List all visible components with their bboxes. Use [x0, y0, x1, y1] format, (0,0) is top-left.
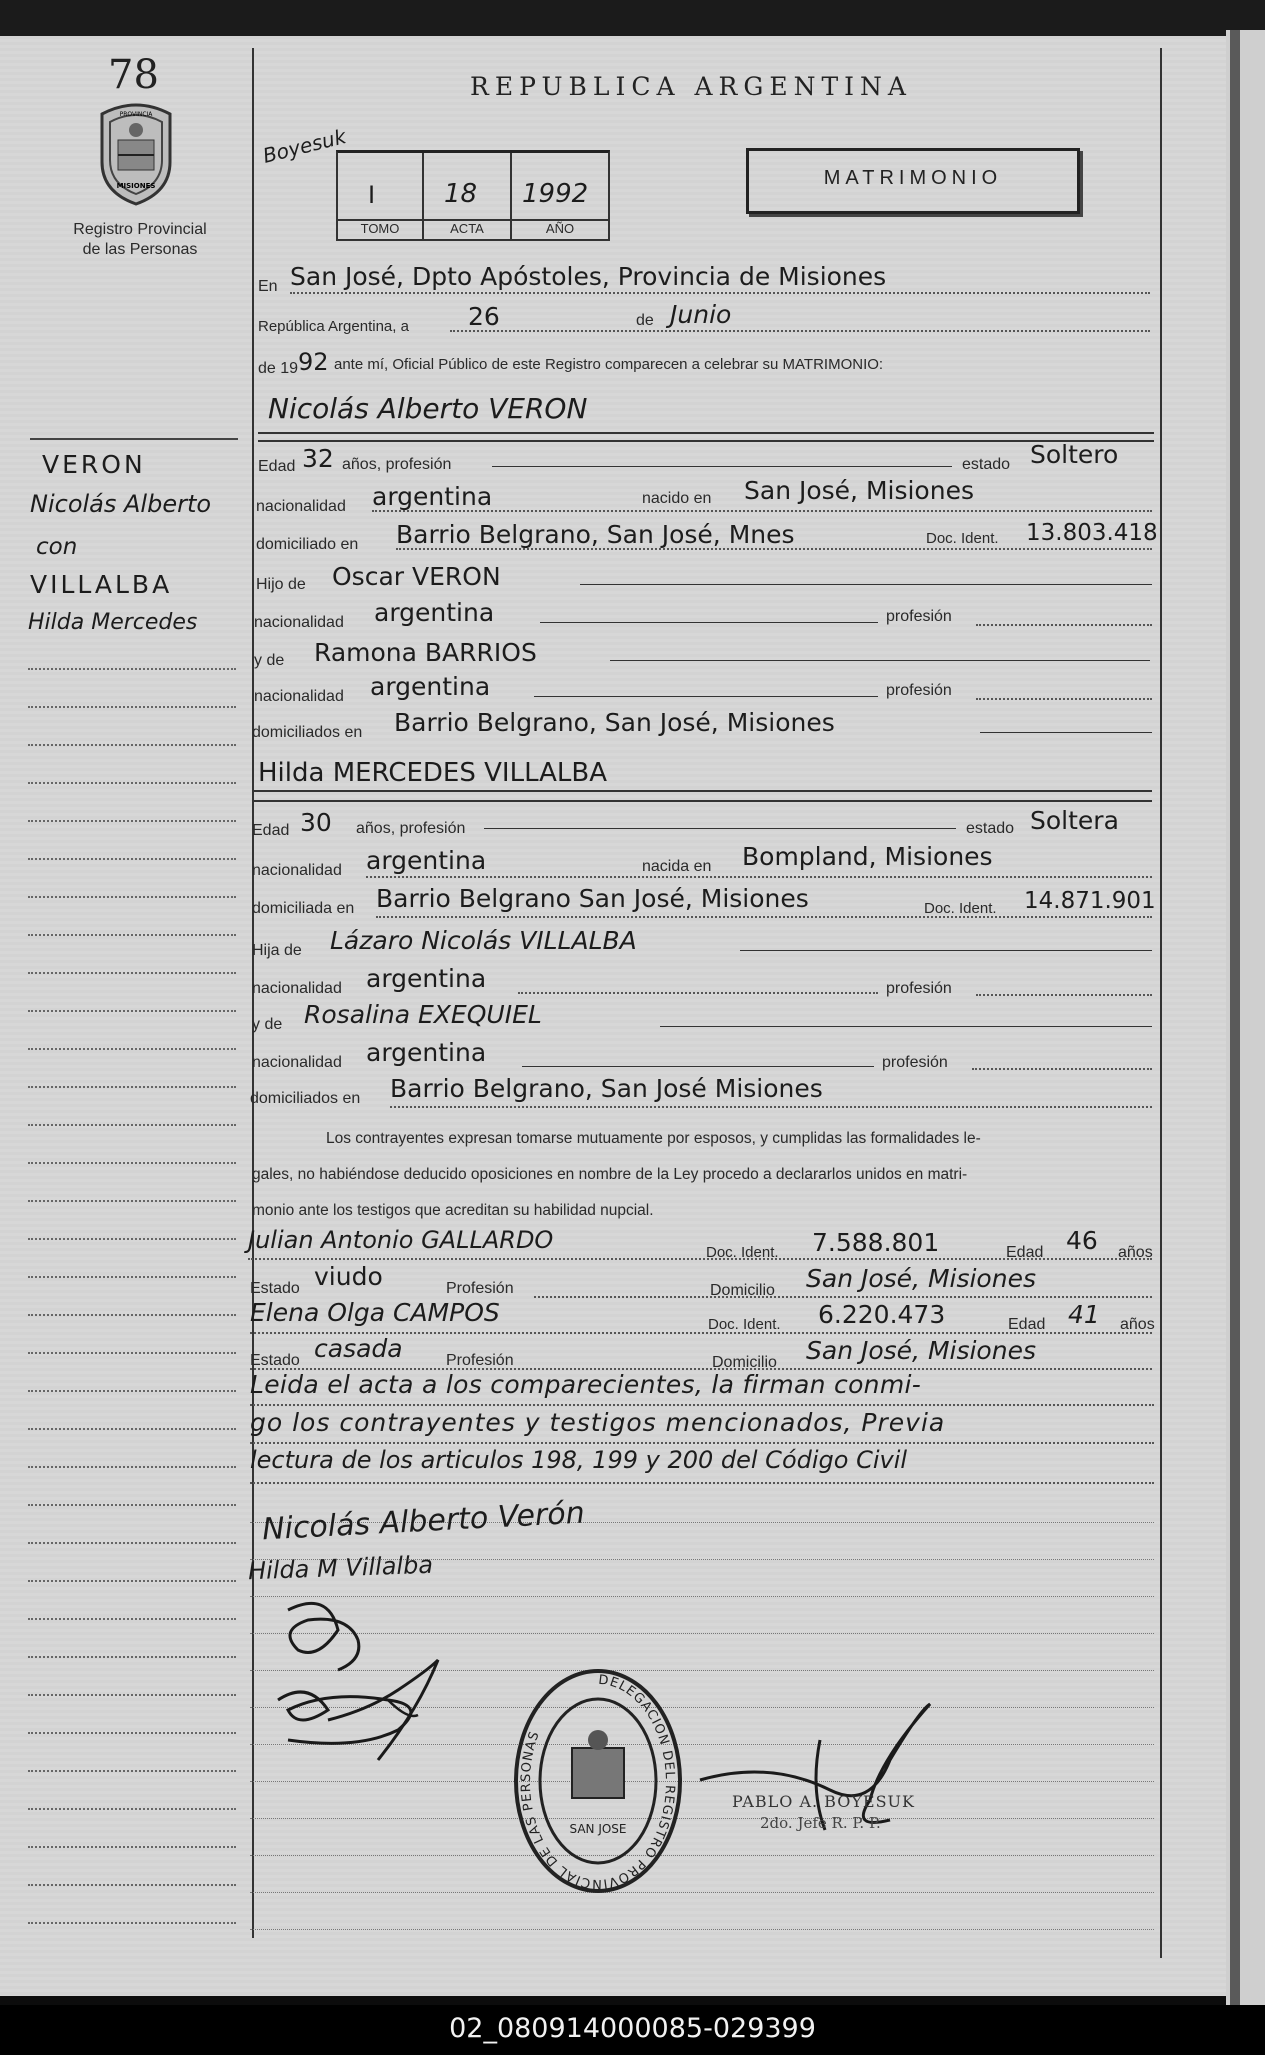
registry-line-2: de las Personas — [82, 241, 198, 258]
margin-ruled-line — [28, 668, 236, 670]
official-name: PABLO A. BOYESUK — [732, 1792, 915, 1811]
bride-hija-label: Hija de — [252, 942, 302, 959]
acta-cell — [424, 153, 512, 239]
witness-2-domicilio-label: Domicilio — [712, 1354, 777, 1371]
bride-estado-label: estado — [966, 820, 1015, 837]
groom-nacionalidad-label: nacionalidad — [256, 498, 346, 515]
margin-ruled-line — [28, 1542, 236, 1544]
groom-estado-label: estado — [962, 456, 1011, 473]
bride-mother-profesion-label: profesión — [882, 1054, 948, 1071]
scan-top-edge — [0, 0, 1265, 36]
closing-line-3: lectura de los articulos 198, 199 y 200 del Código Civil — [250, 1446, 908, 1474]
margin-ruled-line — [28, 1200, 236, 1202]
bride-parents-domicilio: Barrio Belgrano, San José Misiones — [390, 1074, 823, 1103]
margin-ruled-line — [28, 934, 236, 936]
bride-mother-nacionalidad-label: nacionalidad — [252, 1054, 342, 1071]
acta-value: 18 — [444, 179, 478, 209]
body-ruled-line — [250, 1855, 1154, 1856]
groom-father: Oscar VERON — [332, 562, 501, 591]
body-ruled-line — [250, 1929, 1154, 1930]
groom-nacionalidad: argentina — [372, 482, 493, 511]
witness-2-estado: casada — [314, 1334, 403, 1363]
bride-estado: Soltera — [1030, 806, 1119, 835]
year-suffix: 92 — [298, 348, 329, 376]
svg-text:PROVINCIA: PROVINCIA — [119, 111, 153, 118]
margin-note-names: Nicolás Alberto — [30, 490, 212, 518]
year-prefix: de 19 — [258, 360, 299, 377]
act-type-box — [746, 148, 1080, 214]
bride-father: Lázaro Nicolás VILLALBA — [330, 926, 637, 955]
binding-edge — [1226, 30, 1265, 2005]
bride-doc-label: Doc. Ident. — [924, 900, 997, 917]
groom-hijo-label: Hijo de — [256, 576, 306, 593]
registry-seal-icon — [512, 1668, 684, 1894]
bride-father-nacionalidad: argentina — [366, 964, 487, 993]
registry-line-1: Registro Provincial — [73, 221, 207, 238]
witness-signatures-icon — [268, 1590, 508, 1790]
page-number: 78 — [108, 52, 159, 98]
margin-ruled-line — [28, 1352, 236, 1354]
registry-name — [40, 220, 240, 260]
intro-statement: ante mí, Oficial Público de este Registro comparecen a celebrar su MATRIMONIO: — [334, 356, 884, 373]
witness-1-anos-label: años — [1118, 1244, 1153, 1261]
groom-parents-domicilio: Barrio Belgrano, San José, Misiones — [394, 708, 835, 737]
groom-father-nacionalidad: argentina — [374, 598, 495, 627]
svg-text:SAN JOSE: SAN JOSE — [569, 1822, 627, 1836]
margin-ruled-line — [28, 1162, 236, 1164]
witness-2-anos-label: años — [1120, 1316, 1155, 1333]
witness-1-doc: 7.588.801 — [812, 1228, 940, 1257]
margin-ruled-line — [28, 1656, 236, 1658]
bride-father-profesion-label: profesión — [886, 980, 952, 997]
witness-1-estado-label: Estado — [250, 1280, 300, 1297]
place: San José, Dpto Apóstoles, Provincia de Misiones — [290, 262, 887, 291]
groom-mother-nacionalidad-label: nacionalidad — [254, 688, 344, 705]
margin-ruled-line — [28, 896, 236, 898]
witness-2-profesion-label: Profesión — [446, 1352, 514, 1369]
declaration-line-1: Los contrayentes expresan tomarse mutuamente por esposos, y cumplidas las formalidades le- — [326, 1130, 981, 1147]
groom-doc-label: Doc. Ident. — [926, 530, 999, 547]
groom-domicilio: Barrio Belgrano, San José, Mnes — [396, 520, 795, 549]
bride-nacida-label: nacida en — [642, 858, 712, 875]
groom-edad-label: Edad — [258, 458, 296, 475]
de-label: de — [636, 312, 654, 329]
groom-father-nacionalidad-label: nacionalidad — [254, 614, 344, 631]
witness-2-doc: 6.220.473 — [818, 1300, 946, 1329]
groom-anos-profesion: años, profesión — [342, 456, 452, 473]
margin-ruled-line — [28, 1694, 236, 1696]
margin-ruled-line — [28, 1770, 236, 1772]
groom-signature: Nicolás Alberto Verón — [261, 1495, 586, 1548]
day: 26 — [468, 302, 500, 331]
witness-1-profesion-label: Profesión — [446, 1280, 514, 1297]
witness-2-edad-label: Edad — [1008, 1316, 1046, 1333]
groom-mother-nacionalidad: argentina — [370, 672, 491, 701]
bride-y-de-label: y de — [252, 1016, 283, 1033]
margin-note-surname: VERON — [42, 450, 146, 479]
bride-mother-nacionalidad: argentina — [366, 1038, 487, 1067]
margin-note-surname-2: VILLALBA — [30, 570, 173, 599]
margin-ruled-line — [28, 782, 236, 784]
acta-label: ACTA — [424, 219, 510, 236]
svg-text:MISIONES: MISIONES — [116, 182, 156, 190]
witness-1-domicilio: San José, Misiones — [806, 1264, 1036, 1293]
bride-birthplace: Bompland, Misiones — [742, 842, 993, 871]
bride-nacionalidad-label: nacionalidad — [252, 862, 342, 879]
bride-mother: Rosalina EXEQUIEL — [304, 1000, 542, 1029]
bride-edad-label: Edad — [252, 822, 290, 839]
margin-ruled-line — [28, 706, 236, 708]
anio-value: 1992 — [522, 179, 589, 209]
declaration-line-3: monio ante los testigos que acreditan su habilidad nupcial. — [252, 1202, 654, 1219]
groom-doc: 13.803.418 — [1026, 520, 1158, 546]
scan-footer — [0, 2005, 1265, 2055]
bride-father-nacionalidad-label: nacionalidad — [252, 980, 342, 997]
margin-note-names-2: Hilda Mercedes — [28, 610, 198, 635]
country-title: REPUBLICA ARGENTINA — [470, 72, 912, 101]
annotation-boyesuk: Boyesuk — [260, 124, 349, 168]
anio-cell — [512, 153, 608, 239]
groom-birthplace: San José, Misiones — [744, 476, 974, 505]
groom-name: Nicolás Alberto VERON — [268, 392, 588, 425]
bride-anos-profesion: años, profesión — [356, 820, 466, 837]
official-title: 2do. Jefe R. P. P. — [760, 1814, 881, 1832]
witness-1-age: 46 — [1066, 1226, 1098, 1255]
margin-ruled-line — [28, 1504, 236, 1506]
margin-ruled-line — [28, 1124, 236, 1126]
groom-mother: Ramona BARRIOS — [314, 638, 537, 667]
witness-2-age: 41 — [1068, 1300, 1100, 1329]
margin-ruled-line — [28, 1466, 236, 1468]
svg-text:DELEGACION DEL REGISTRO PROVIN: DELEGACION DEL REGISTRO PROVINCIAL DE LAS PERSONAS — [518, 1672, 677, 1892]
margin-ruled-line — [28, 1238, 236, 1240]
witness-1-name: Julian Antonio GALLARDO — [248, 1226, 554, 1254]
witness-1-edad-label: Edad — [1006, 1244, 1044, 1261]
groom-nacido-label: nacido en — [642, 490, 712, 507]
margin-ruled-line — [28, 1732, 236, 1734]
margin-ruled-line — [28, 972, 236, 974]
groom-y-de-label: y de — [254, 652, 285, 669]
margin-ruled-line — [28, 1010, 236, 1012]
witness-1-estado: viudo — [314, 1262, 383, 1291]
groom-father-profesion-label: profesión — [886, 608, 952, 625]
declaration-line-2: gales, no habiéndose deducido oposiciones en nombre de la Ley procedo a declararlos unidos en matri- — [252, 1166, 968, 1183]
bride-nacionalidad: argentina — [366, 846, 487, 875]
witness-2-name: Elena Olga CAMPOS — [250, 1298, 500, 1327]
margin-ruled-line — [28, 1086, 236, 1088]
act-type-label: MATRIMONIO — [823, 167, 1003, 189]
bride-domicilio-label: domiciliada en — [252, 900, 355, 917]
margin-ruled-line — [28, 1048, 236, 1050]
margin-note-con: con — [36, 534, 78, 560]
margin-ruled-line — [28, 858, 236, 860]
margin-ruled-line — [28, 820, 236, 822]
margin-ruled-line — [28, 1276, 236, 1278]
bride-domicilio: Barrio Belgrano San José, Misiones — [376, 884, 809, 913]
groom-domicilio-label: domiciliado en — [256, 536, 359, 553]
margin-ruled-line — [28, 1428, 236, 1430]
footer-code: 02_080914000085-029399 — [449, 2013, 816, 2044]
bride-domiciliados-label: domiciliados en — [250, 1090, 361, 1107]
bride-name: Hilda MERCEDES VILLALBA — [258, 758, 608, 788]
anio-label: AÑO — [512, 219, 608, 236]
witness-2-doc-label: Doc. Ident. — [708, 1316, 781, 1333]
body-ruled-line — [250, 1892, 1154, 1893]
margin-ruled-line — [28, 1390, 236, 1392]
province-emblem-icon — [92, 100, 180, 206]
en-label: En — [258, 278, 278, 295]
margin-ruled-line — [28, 1922, 236, 1924]
groom-age: 32 — [302, 444, 334, 473]
groom-mother-profesion-label: profesión — [886, 682, 952, 699]
right-border — [1160, 48, 1162, 1958]
groom-domiciliados-label: domiciliados en — [252, 724, 363, 741]
record-id-box — [336, 150, 610, 241]
tomo-value: I — [368, 181, 376, 209]
closing-line-2: go los contrayentes y testigos mencionados, Previa — [250, 1408, 946, 1437]
month: Junio — [670, 300, 732, 329]
witness-1-doc-label: Doc. Ident. — [706, 1244, 779, 1261]
margin-ruled-line — [28, 1884, 236, 1886]
margin-ruled-line — [28, 1808, 236, 1810]
bride-age: 30 — [300, 808, 332, 837]
tomo-label: TOMO — [338, 219, 422, 236]
margin-ruled-line — [28, 1580, 236, 1582]
witness-2-estado-label: Estado — [250, 1352, 300, 1369]
bride-signature: Hilda M Villalba — [247, 1550, 434, 1586]
witness-1-domicilio-label: Domicilio — [710, 1282, 775, 1299]
margin-ruled-line — [28, 744, 236, 746]
republica-label: República Argentina, a — [258, 318, 409, 335]
tomo-cell — [338, 153, 424, 239]
margin-ruled-line — [28, 1618, 236, 1620]
closing-line-1: Leida el acta a los comparecientes, la firman conmi- — [250, 1370, 922, 1399]
bride-doc: 14.871.901 — [1024, 888, 1156, 914]
groom-estado: Soltero — [1030, 440, 1119, 469]
margin-ruled-line — [28, 1314, 236, 1316]
witness-2-domicilio: San José, Misiones — [806, 1336, 1036, 1365]
margin-ruled-line — [28, 1846, 236, 1848]
